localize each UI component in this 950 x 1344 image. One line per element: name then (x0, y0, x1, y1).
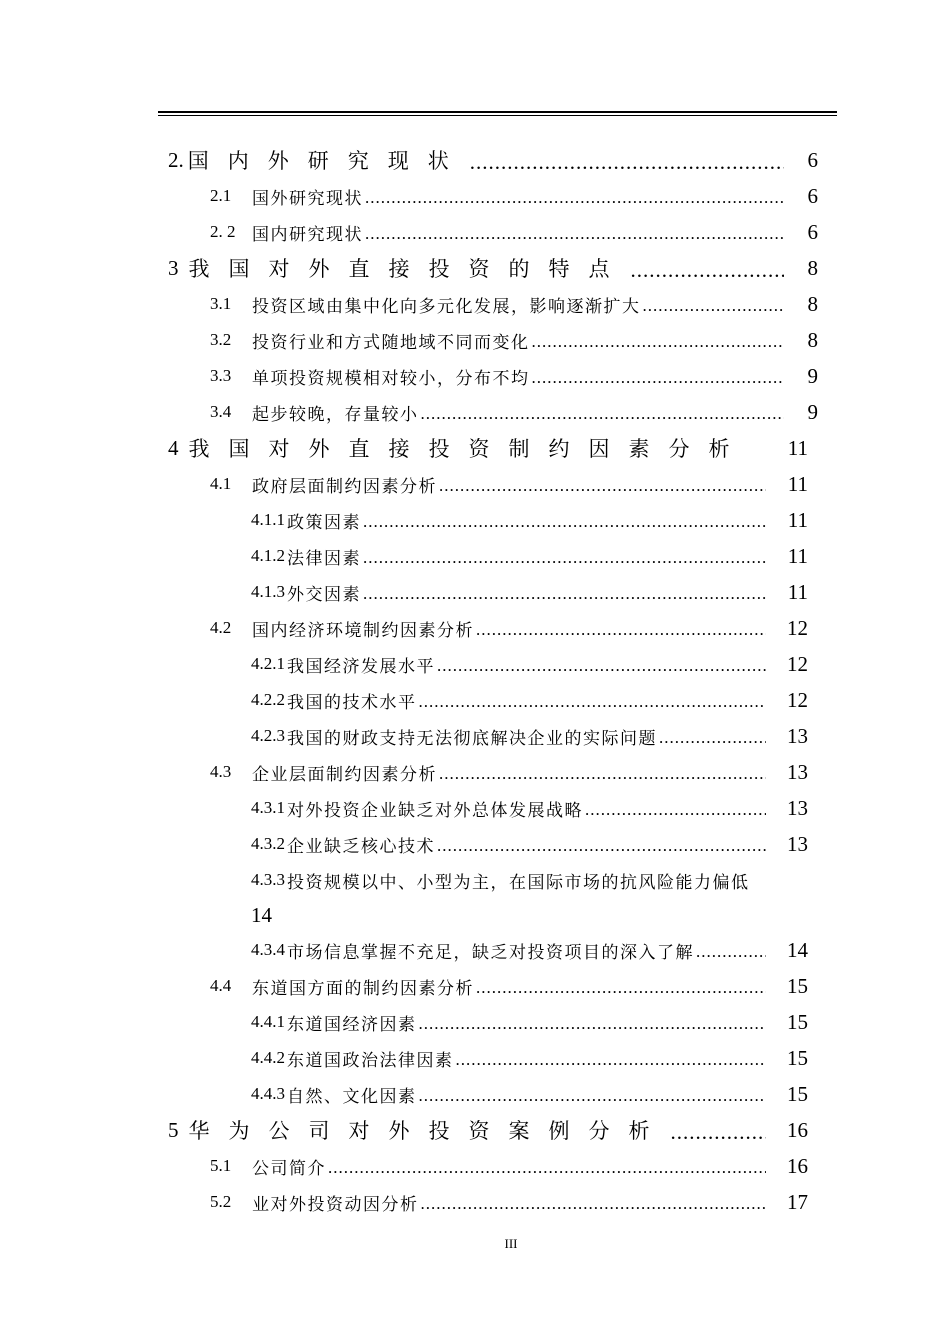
toc-leader-dots (439, 476, 766, 496)
toc-page-number-4-3-3 (251, 897, 272, 933)
toc-entry-2[interactable] (168, 142, 818, 178)
toc-number: 5.2 (210, 1192, 232, 1211)
toc-entry-4-2-1[interactable] (251, 646, 808, 682)
toc-entry-4-3-3[interactable] (251, 862, 750, 898)
toc-entry-4[interactable] (168, 430, 808, 466)
toc-page-number: 11 (787, 507, 808, 532)
toc-page-number: 8 (807, 327, 818, 352)
toc-page-number: 13 (787, 795, 808, 820)
toc-number: 4.4.3 (251, 1084, 285, 1103)
toc-title: 政府层面制约因素分析 (252, 476, 437, 497)
toc-leader-dots (659, 728, 766, 748)
toc-page-number: 6 (807, 147, 818, 172)
toc-entry-3-2[interactable] (210, 322, 818, 358)
toc-page-number: 13 (787, 759, 808, 784)
toc-page-number: 8 (807, 255, 818, 280)
toc-page-number: 9 (807, 399, 818, 424)
toc-title: 我国对外直接投资制约因素分析 (188, 437, 749, 461)
toc-entry-4-1-3[interactable] (251, 574, 808, 610)
toc-entry-2-1[interactable] (210, 178, 818, 214)
toc-leader-dots (456, 1050, 767, 1070)
toc-entry-4-2-2[interactable] (251, 682, 808, 718)
toc-title: 企业缺乏核心技术 (287, 836, 435, 857)
toc-leader-dots (421, 1194, 767, 1214)
toc-page-number: 9 (807, 363, 818, 388)
toc-page-number: 12 (787, 687, 808, 712)
toc-leader-dots (363, 512, 766, 532)
toc-title: 我国的财政支持无法彻底解决企业的实际问题 (287, 728, 657, 749)
toc-entry-5[interactable] (168, 1112, 808, 1148)
toc-entry-4-1-1[interactable] (251, 502, 808, 538)
toc-title: 外交因素 (287, 584, 361, 605)
toc-entry-4-4-2[interactable] (251, 1040, 808, 1076)
toc-page-number: 15 (787, 1009, 808, 1034)
toc-leader-dots (363, 548, 766, 568)
toc-title: 政策因素 (287, 512, 361, 533)
toc-title: 投资行业和方式随地域不同而变化 (252, 332, 530, 353)
toc-page-number: 11 (787, 543, 808, 568)
toc-number: 4.4.2 (251, 1048, 285, 1067)
toc-page-number: 13 (787, 831, 808, 856)
toc-title: 投资规模以中、小型为主，在国际市场的抗风险能力偏低 (287, 872, 750, 893)
toc-number: 4.3.2 (251, 834, 285, 853)
toc-leader-dots (328, 1158, 766, 1178)
toc-title: 投资区域由集中化向多元化发展，影响逐渐扩大 (252, 296, 641, 317)
toc-title: 国内研究现状 (252, 224, 363, 245)
toc-entry-4-4[interactable] (210, 968, 808, 1004)
toc-page-number: 12 (787, 615, 808, 640)
toc-title: 国内外研究现状 (187, 149, 468, 173)
toc-number: 4.3.3 (251, 870, 285, 889)
header-rule-thick (158, 111, 837, 113)
toc-leader-dots (643, 296, 785, 316)
toc-title: 业对外投资动因分析 (252, 1194, 419, 1215)
toc-number: 4 (168, 435, 179, 460)
toc-entry-3-4[interactable] (210, 394, 818, 430)
toc-title: 东道国政治法律因素 (287, 1050, 454, 1071)
toc-leader-dots (437, 836, 766, 856)
toc-page-number: 6 (807, 219, 818, 244)
toc-page-number: 15 (787, 973, 808, 998)
toc-page-number: 16 (787, 1153, 808, 1178)
toc-title: 企业层面制约因素分析 (252, 764, 437, 785)
toc-entry-4-3[interactable] (210, 754, 808, 790)
toc-title: 自然、文化因素 (287, 1086, 417, 1107)
toc-title: 我国的技术水平 (287, 692, 417, 713)
toc-page-number: 12 (787, 651, 808, 676)
toc-title: 我国对外直接投资的特点 (188, 257, 629, 281)
toc-title: 起步较晚，存量较小 (252, 404, 419, 425)
toc-title: 单项投资规模相对较小，分布不均 (252, 368, 530, 389)
toc-page-number: 14 (251, 902, 272, 927)
toc-entry-4-1-2[interactable] (251, 538, 808, 574)
toc-entry-4-4-3[interactable] (251, 1076, 808, 1112)
toc-number: 4.3 (210, 762, 232, 781)
toc-number: 4.4 (210, 976, 232, 995)
toc-number: 2. (168, 147, 184, 172)
toc-number: 5 (168, 1117, 179, 1142)
toc-entry-5-2[interactable] (210, 1184, 808, 1220)
toc-entry-4-3-4[interactable] (251, 932, 808, 968)
toc-title: 法律因素 (287, 548, 361, 569)
toc-title: 国内经济环境制约因素分析 (252, 620, 474, 641)
toc-number: 4.3.1 (251, 798, 285, 817)
toc-number: 2.1 (210, 186, 232, 205)
toc-leader-dots (585, 800, 766, 820)
toc-title: 公司简介 (252, 1158, 326, 1179)
toc-title: 华为公司对外投资案例分析 (188, 1119, 669, 1143)
toc-title: 市场信息掌握不充足，缺乏对投资项目的深入了解 (287, 942, 694, 963)
toc-entry-3[interactable] (168, 250, 818, 286)
toc-leader-dots (363, 584, 766, 604)
toc-leader-dots (419, 1086, 767, 1106)
toc-entry-4-1[interactable] (210, 466, 808, 502)
toc-leader-dots (532, 368, 785, 388)
toc-leader-dots (476, 620, 766, 640)
toc-leader-dots (470, 150, 784, 175)
toc-entry-4-4-1[interactable] (251, 1004, 808, 1040)
toc-page-number: 16 (787, 1117, 808, 1142)
toc-number: 4.1 (210, 474, 232, 493)
toc-number: 4.2.3 (251, 726, 285, 745)
toc-number: 4.4.1 (251, 1012, 285, 1031)
toc-page-number: 6 (807, 183, 818, 208)
toc-leader-dots (671, 1120, 767, 1145)
toc-leader-dots (421, 404, 785, 424)
toc-page-number: 13 (787, 723, 808, 748)
toc-number: 3.4 (210, 402, 232, 421)
toc-leader-dots (532, 332, 785, 352)
toc-entry-3-3[interactable] (210, 358, 818, 394)
toc-leader-dots (365, 188, 784, 208)
toc-entry-4-3-2[interactable] (251, 826, 808, 862)
toc-entry-4-2-3[interactable] (251, 718, 808, 754)
toc-leader-dots (476, 978, 766, 998)
toc-number: 3.2 (210, 330, 232, 349)
toc-page-number: 8 (807, 291, 818, 316)
toc-title: 东道国方面的制约因素分析 (252, 978, 474, 999)
toc-number: 3.1 (210, 294, 232, 313)
toc-page-number: 11 (787, 579, 808, 604)
toc-page-number: 14 (787, 937, 808, 962)
toc-leader-dots (696, 942, 766, 962)
toc-page-number: 15 (787, 1081, 808, 1106)
toc-title: 国外研究现状 (252, 188, 363, 209)
toc-entry-3-1[interactable] (210, 286, 818, 322)
toc-leader-dots (419, 692, 767, 712)
toc-leader-dots (437, 656, 766, 676)
toc-entry-2-2[interactable] (210, 214, 818, 250)
toc-entry-5-1[interactable] (210, 1148, 808, 1184)
toc-leader-dots (419, 1014, 767, 1034)
toc-page-number: 11 (787, 435, 808, 460)
toc-number: 4.2.1 (251, 654, 285, 673)
toc-number: 4.3.4 (251, 940, 285, 959)
toc-number: 2. 2 (210, 222, 236, 241)
toc-entry-4-2[interactable] (210, 610, 808, 646)
toc-leader-dots (631, 258, 785, 283)
toc-leader-dots (439, 764, 766, 784)
header-rule-thin (158, 115, 837, 116)
toc-page-number: 15 (787, 1045, 808, 1070)
toc-title: 对外投资企业缺乏对外总体发展战略 (287, 800, 583, 821)
toc-page-number: 17 (787, 1189, 808, 1214)
toc-entry-4-3-1[interactable] (251, 790, 808, 826)
toc-number: 5.1 (210, 1156, 232, 1175)
toc-leader-dots (365, 224, 784, 244)
toc-number: 3.3 (210, 366, 232, 385)
footer-page-number: III (504, 1236, 518, 1251)
toc-number: 4.1.3 (251, 582, 285, 601)
toc-number: 4.1.2 (251, 546, 285, 565)
toc-number: 3 (168, 255, 179, 280)
toc-number: 4.2.2 (251, 690, 285, 709)
toc-title: 我国经济发展水平 (287, 656, 435, 677)
toc-number: 4.2 (210, 618, 232, 637)
toc-page-number: 11 (787, 471, 808, 496)
toc-number: 4.1.1 (251, 510, 285, 529)
toc-title: 东道国经济因素 (287, 1014, 417, 1035)
